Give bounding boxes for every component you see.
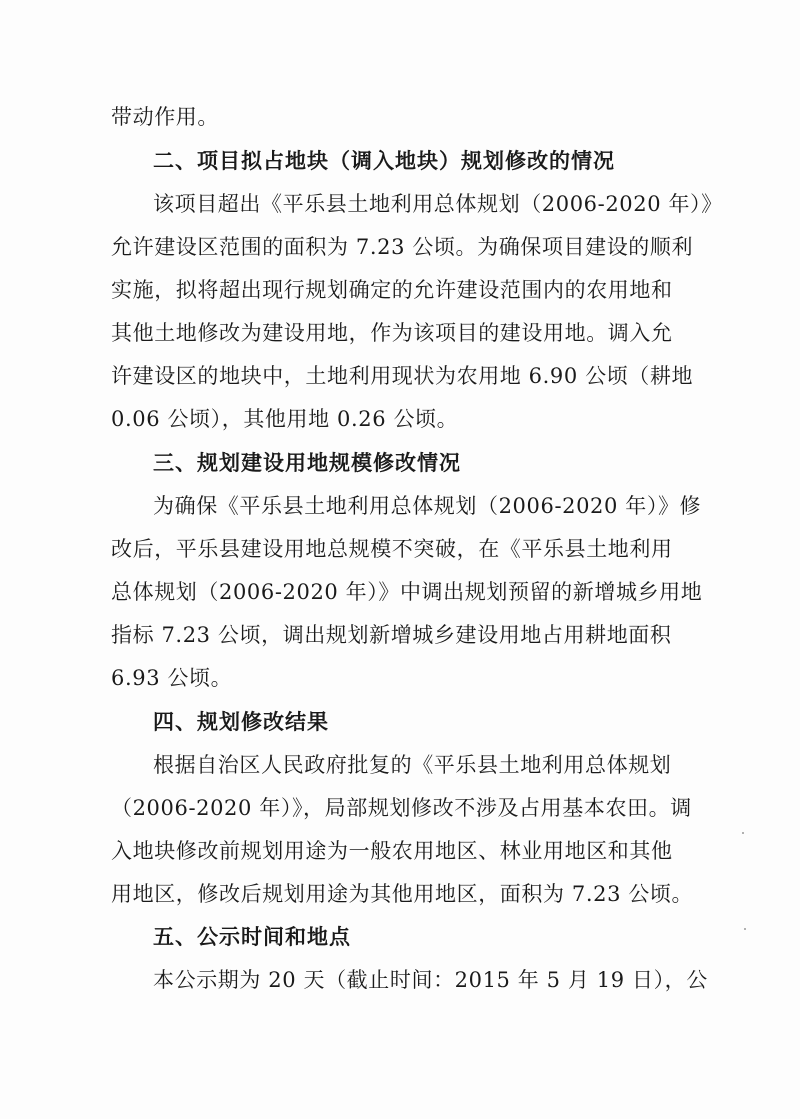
section-heading-2: 二、项目拟占地块（调入地块）规划修改的情况 — [153, 149, 615, 173]
paragraph-line: 6.93 公顷。 — [111, 666, 233, 690]
paragraph-line: 指标 7.23 公顷，调出规划新增城乡建设用地占用耕地面积 — [111, 623, 672, 647]
paragraph-line: 本公示期为 20 天（截止时间：2015 年 5 月 19 日），公 — [153, 968, 708, 992]
paragraph-line: 带动作用。 — [111, 105, 219, 129]
scan-speck — [744, 928, 746, 930]
paragraph-line: 其他土地修改为建设用地，作为该项目的建设用地。调入允 — [111, 321, 673, 345]
paragraph-line: 改后，平乐县建设用地总规模不突破，在《平乐县土地利用 — [111, 537, 673, 561]
paragraph-line: 许建设区的地块中，土地利用现状为农用地 6.90 公顷（耕地 — [111, 364, 694, 388]
paragraph-line: 根据自治区人民政府批复的《平乐县土地利用总体规划 — [153, 753, 672, 777]
paragraph-line: 允许建设区范围的面积为 7.23 公顷。为确保项目建设的顺利 — [111, 235, 694, 259]
paragraph-line: 0.06 公顷），其他用地 0.26 公顷。 — [111, 407, 459, 431]
paragraph-line: 该项目超出《平乐县土地利用总体规划（2006-2020 年）》 — [153, 192, 723, 216]
paragraph-line: 用地区，修改后规划用途为其他用地区，面积为 7.23 公顷。 — [111, 882, 694, 906]
paragraph-line: 入地块修改前规划用途为一般农用地区、林业用地区和其他 — [111, 839, 673, 863]
paragraph-line: 为确保《平乐县土地利用总体规划（2006-2020 年）》修 — [153, 494, 702, 518]
section-heading-4: 四、规划修改结果 — [153, 710, 329, 734]
scan-speck — [742, 832, 744, 834]
paragraph-line: 总体规划（2006-2020 年）》中调出规划预留的新增城乡用地 — [111, 580, 703, 604]
paragraph-line: 实施，拟将超出现行规划确定的允许建设范围内的农用地和 — [111, 278, 673, 302]
section-heading-3: 三、规划建设用地规模修改情况 — [153, 451, 461, 475]
paragraph-line: （2006-2020 年）》，局部规划修改不涉及占用基本农田。调 — [111, 796, 692, 820]
section-heading-5: 五、公示时间和地点 — [153, 925, 351, 949]
